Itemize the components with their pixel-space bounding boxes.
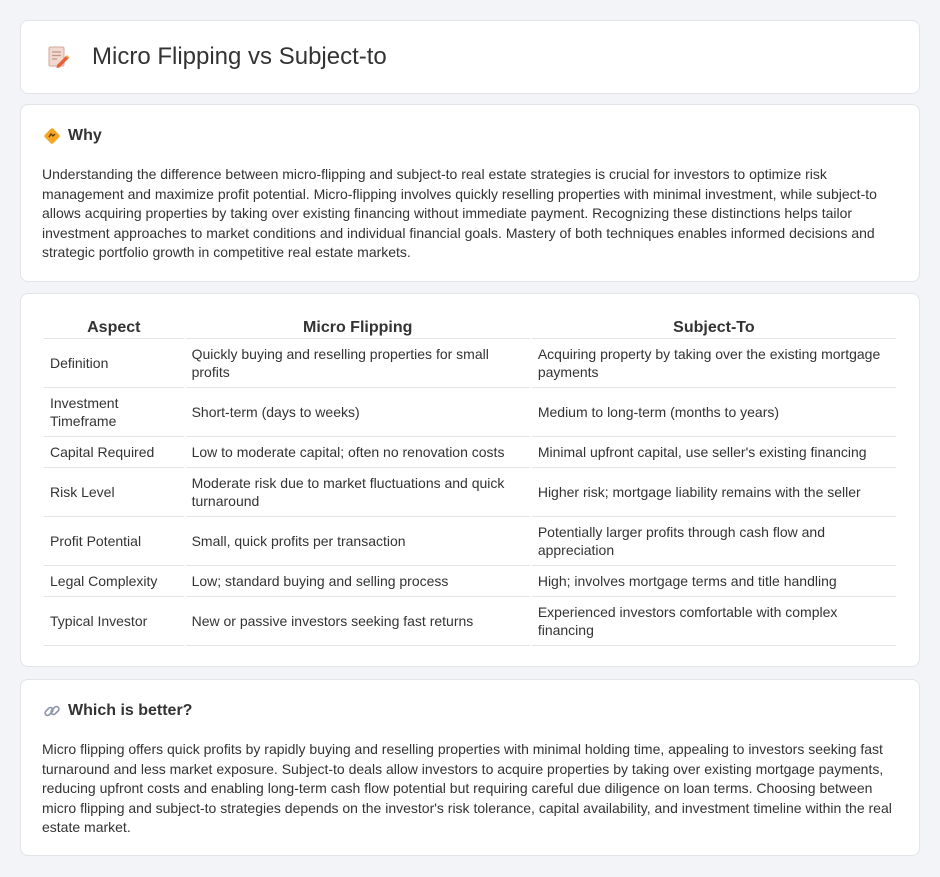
table-header-row: [44, 317, 896, 339]
micro-flipping-cell: Small, quick profits per transaction: [186, 517, 530, 566]
which-is-better-card: [20, 679, 920, 856]
subject-to-cell: Higher risk; mortgage liability remains with the seller: [532, 468, 896, 517]
aspect-cell: Typical Investor: [44, 597, 184, 646]
document-pencil-icon: [45, 44, 71, 70]
table-row: [44, 339, 896, 388]
better-heading: Which is better?: [68, 702, 193, 719]
table-row: [44, 517, 896, 566]
column-header-micro-flipping: Micro Flipping: [186, 317, 530, 339]
page-title: Micro Flipping vs Subject-to: [92, 43, 387, 70]
subject-to-cell: Medium to long-term (months to years): [532, 388, 896, 437]
micro-flipping-cell: Low to moderate capital; often no renovation costs: [186, 437, 530, 468]
table-row: [44, 566, 896, 597]
title-row: [45, 43, 387, 71]
title-card: [20, 20, 920, 94]
subject-to-cell: Minimal upfront capital, use seller's existing financing: [532, 437, 896, 468]
column-header-subject-to: Subject-To: [532, 317, 896, 339]
why-card: [20, 104, 920, 282]
comparison-table: [42, 317, 898, 646]
aspect-cell: Legal Complexity: [44, 566, 184, 597]
table-row: [44, 437, 896, 468]
better-heading-row: [43, 702, 192, 720]
micro-flipping-cell: Low; standard buying and selling process: [186, 566, 530, 597]
subject-to-cell: Acquiring property by taking over the existing mortgage payments: [532, 339, 896, 388]
better-text: Micro flipping offers quick profits by rapidly buying and reselling properties with minimal holding time, appealing to investors seeking fast turnaround and less market exposure. Subject-to deals allow investors to acquire properties by taking over existing mortgage payments, reducing upfront costs and enabling long-term cash flow potential but requiring careful due diligence on loan terms. Choosing between micro flipping and subject-to strategies depends on the investor's risk tolerance, capital availability, and investment timeline within the real estate market.: [42, 741, 892, 836]
aspect-cell: Profit Potential: [44, 517, 184, 566]
comparison-card: [20, 293, 920, 667]
why-heading: Why: [68, 127, 102, 144]
micro-flipping-cell: Quickly buying and reselling properties for small profits: [186, 339, 530, 388]
link-icon: [43, 702, 61, 720]
aspect-cell: Definition: [44, 339, 184, 388]
subject-to-cell: Experienced investors comfortable with complex financing: [532, 597, 896, 646]
why-heading-row: [43, 127, 102, 145]
micro-flipping-cell: New or passive investors seeking fast returns: [186, 597, 530, 646]
subject-to-cell: High; involves mortgage terms and title handling: [532, 566, 896, 597]
micro-flipping-cell: Short-term (days to weeks): [186, 388, 530, 437]
why-text: Understanding the difference between micro-flipping and subject-to real estate strategies is crucial for investors to optimize risk management and maximize profit potential. Micro-flipping involves quickly reselling properties with minimal investment, while subject-to allows acquiring properties by taking over existing financing without immediate payment. Recognizing these distinctions helps tailor investment approaches to market conditions and individual financial goals. Mastery of both techniques enables informed decisions and strategic portfolio growth in competitive real estate markets.: [42, 166, 877, 261]
subject-to-cell: Potentially larger profits through cash flow and appreciation: [532, 517, 896, 566]
table-row: [44, 468, 896, 517]
aspect-cell: Risk Level: [44, 468, 184, 517]
aspect-cell: Capital Required: [44, 437, 184, 468]
aspect-cell: Investment Timeframe: [44, 388, 184, 437]
table-row: [44, 388, 896, 437]
column-header-aspect: Aspect: [44, 317, 184, 339]
table-row: [44, 597, 896, 646]
micro-flipping-cell: Moderate risk due to market fluctuations and quick turnaround: [186, 468, 530, 517]
diamond-sign-icon: [43, 127, 61, 145]
